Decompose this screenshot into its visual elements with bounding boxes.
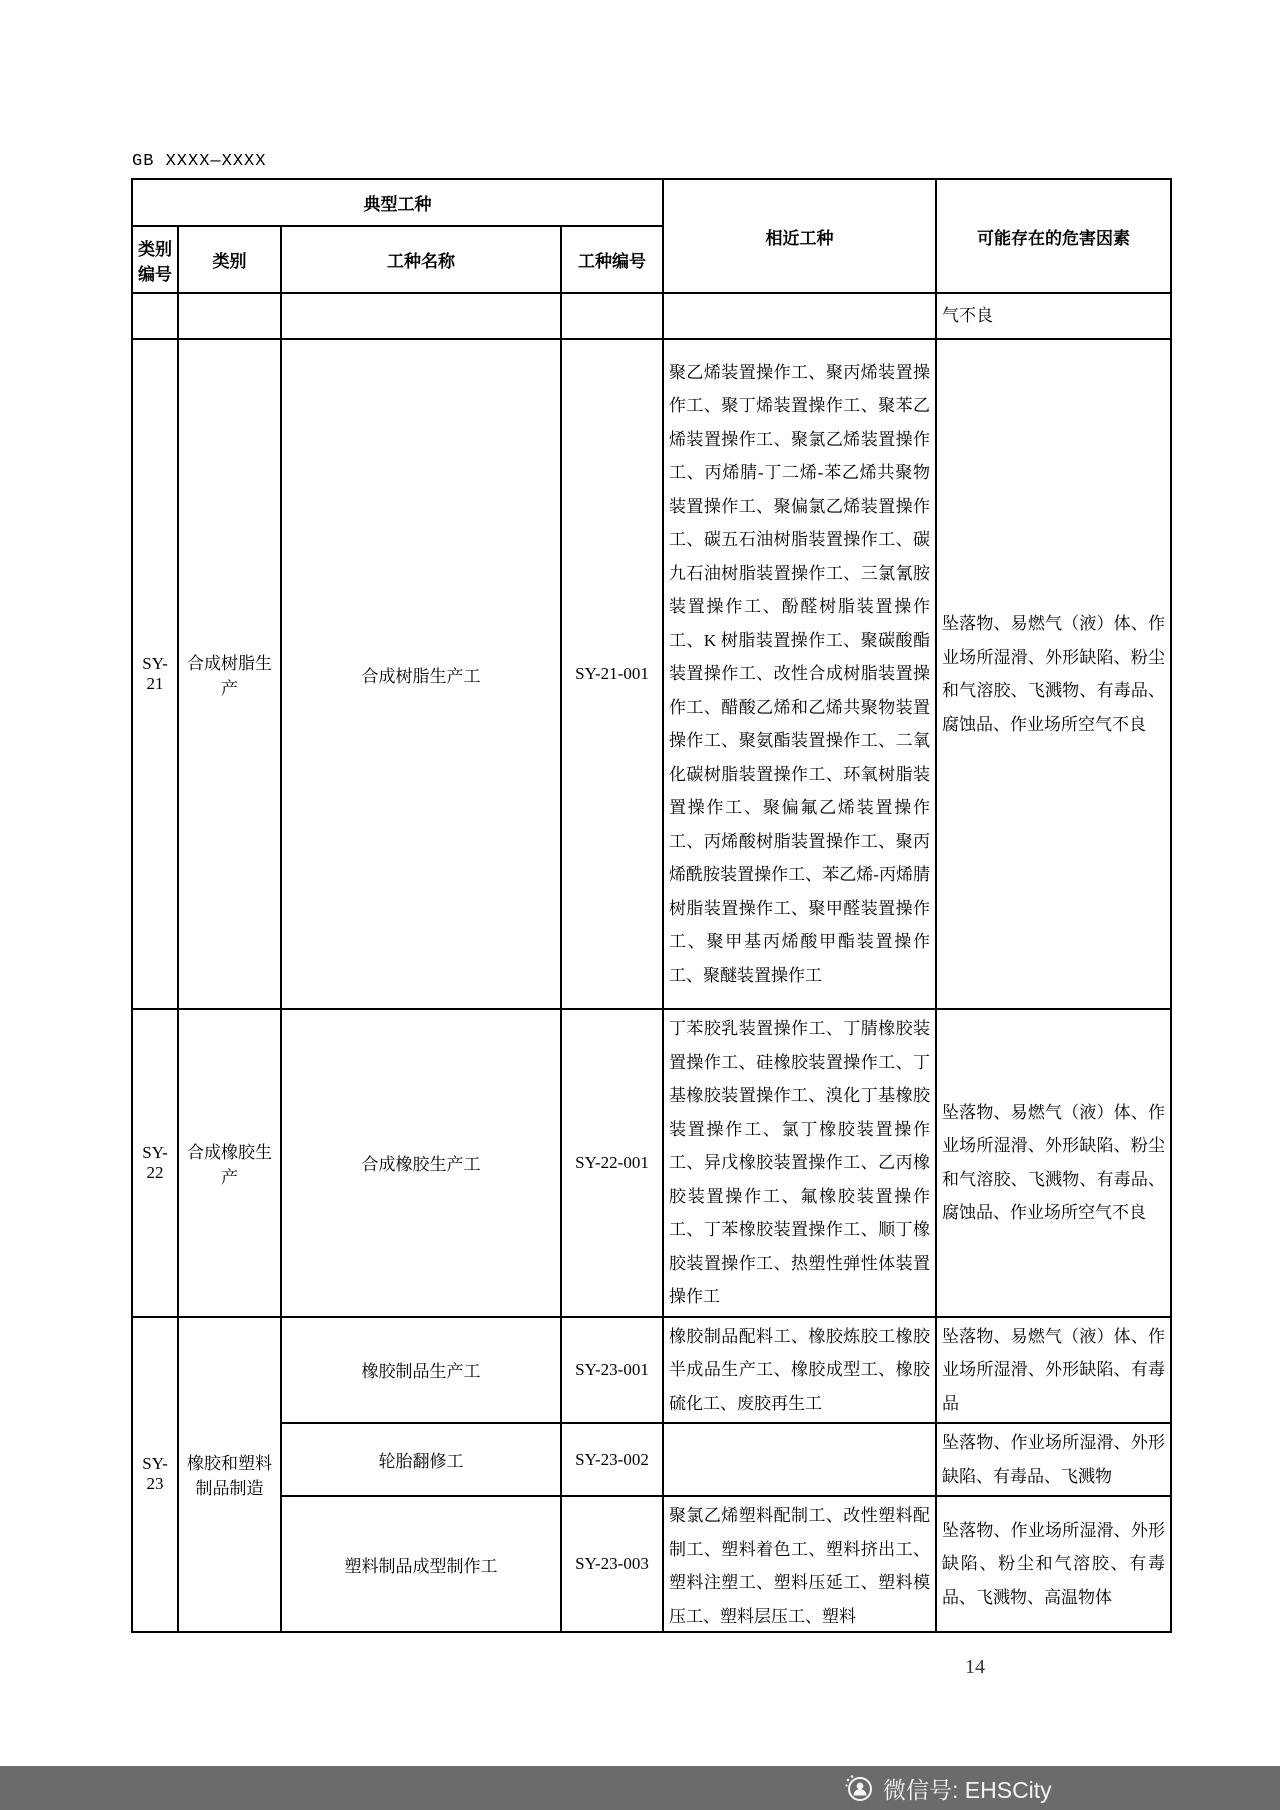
cell-job-name: 塑料制品成型制作工 [281, 1496, 561, 1632]
cell-job-no: SY-23-001 [561, 1317, 663, 1424]
cell-job-name [281, 293, 561, 339]
table-row-sy23-003 [132, 1496, 1171, 1632]
header-similar-jobs: 相近工种 [663, 179, 936, 293]
table-row-sy21 [132, 339, 1171, 1009]
cell-similar: 橡胶制品配料工、橡胶炼胶工橡胶半成品生产工、橡胶成型工、橡胶硫化工、废胶再生工 [663, 1317, 936, 1424]
cell-category: 合成橡胶生产 [178, 1009, 281, 1317]
cell-job-name: 合成树脂生产工 [281, 339, 561, 1009]
cell-category: 橡胶和塑料制品制造 [178, 1317, 281, 1633]
header-category: 类别 [178, 226, 281, 293]
header-typical-jobs: 典型工种 [132, 179, 663, 226]
cell-category-no: SY-22 [132, 1009, 178, 1317]
cell-hazards: 坠落物、易燃气（液）体、作业场所湿滑、外形缺陷、粉尘和气溶胶、飞溅物、有毒品、腐蚀品、作业场所空气不良 [936, 339, 1171, 1009]
cell-similar: 聚乙烯装置操作工、聚丙烯装置操作工、聚丁烯装置操作工、聚苯乙烯装置操作工、聚氯乙烯装置操作工、丙烯腈-丁二烯-苯乙烯共聚物装置操作工、聚偏氯乙烯装置操作工、碳五石油树脂装置操作工、碳九石油树脂装置操作工、三氯氰胺装置操作工、酚醛树脂装置操作工、K 树脂装置操作工、聚碳酸酯装置操作工、改性合成树脂装置操作工、醋酸乙烯和乙烯共聚物装置操作工、聚氨酯装置操作工、二氧化碳树脂装置操作工、环氧树脂装置操作工、聚偏氟乙烯装置操作工、丙烯酸树脂装置操作工、聚丙烯酰胺装置操作工、苯乙烯-丙烯腈树脂装置操作工、聚甲醛装置操作工、聚甲基丙烯酸甲酯装置操作工、聚醚装置操作工 [663, 339, 936, 1009]
cell-hazards: 坠落物、作业场所湿滑、外形缺陷、粉尘和气溶胶、有毒品、飞溅物、高温物体 [936, 1496, 1171, 1632]
wechat-label: 微信号: EHSCity [883, 1776, 1052, 1803]
cell-job-name: 轮胎翻修工 [281, 1423, 561, 1496]
header-job-name: 工种名称 [281, 226, 561, 293]
cell-job-no: SY-22-001 [561, 1009, 663, 1317]
cell-category-no [132, 293, 178, 339]
header-category-no: 类别编号 [132, 226, 178, 293]
table-row-sy23-002 [132, 1423, 1171, 1496]
cell-similar [663, 1423, 936, 1496]
cell-job-name: 橡胶制品生产工 [281, 1317, 561, 1424]
cell-category-no: SY-23 [132, 1317, 178, 1633]
cell-category-no: SY-21 [132, 339, 178, 1009]
cell-similar: 丁苯胶乳装置操作工、丁腈橡胶装置操作工、硅橡胶装置操作工、丁基橡胶装置操作工、溴化丁基橡胶装置操作工、氯丁橡胶装置操作工、异戊橡胶装置操作工、乙丙橡胶装置操作工、氟橡胶装置操作工、丁苯橡胶装置操作工、顺丁橡胶装置操作工、热塑性弹性体装置操作工 [663, 1009, 936, 1317]
table-row-sy23-001 [132, 1317, 1171, 1424]
cell-job-no: SY-21-001 [561, 339, 663, 1009]
cell-hazards: 气不良 [936, 293, 1171, 339]
wechat-icon [843, 1772, 875, 1804]
cell-hazards: 坠落物、易燃气（液）体、作业场所湿滑、外形缺陷、有毒品 [936, 1317, 1171, 1424]
cell-hazards: 坠落物、易燃气（液）体、作业场所湿滑、外形缺陷、粉尘和气溶胶、飞溅物、有毒品、腐蚀品、作业场所空气不良 [936, 1009, 1171, 1317]
header-hazards: 可能存在的危害因素 [936, 179, 1171, 293]
cell-similar: 聚氯乙烯塑料配制工、改性塑料配制工、塑料着色工、塑料挤出工、塑料注塑工、塑料压延工、塑料模压工、塑料层压工、塑料 [663, 1496, 936, 1632]
header-job-no: 工种编号 [561, 226, 663, 293]
cell-job-no: SY-23-003 [561, 1496, 663, 1632]
cell-job-no [561, 293, 663, 339]
footer-bar [0, 1766, 1280, 1810]
job-hazard-table [131, 178, 1172, 1633]
cell-hazards: 坠落物、作业场所湿滑、外形缺陷、有毒品、飞溅物 [936, 1423, 1171, 1496]
cell-category: 合成树脂生产 [178, 339, 281, 1009]
page-number: 14 [965, 1656, 985, 1678]
table-row-sy22 [132, 1009, 1171, 1317]
doc-code: GB XXXX—XXXX [132, 152, 267, 171]
table-row-continuation [132, 293, 1171, 339]
cell-similar [663, 293, 936, 339]
cell-job-name: 合成橡胶生产工 [281, 1009, 561, 1317]
cell-job-no: SY-23-002 [561, 1423, 663, 1496]
cell-category [178, 293, 281, 339]
